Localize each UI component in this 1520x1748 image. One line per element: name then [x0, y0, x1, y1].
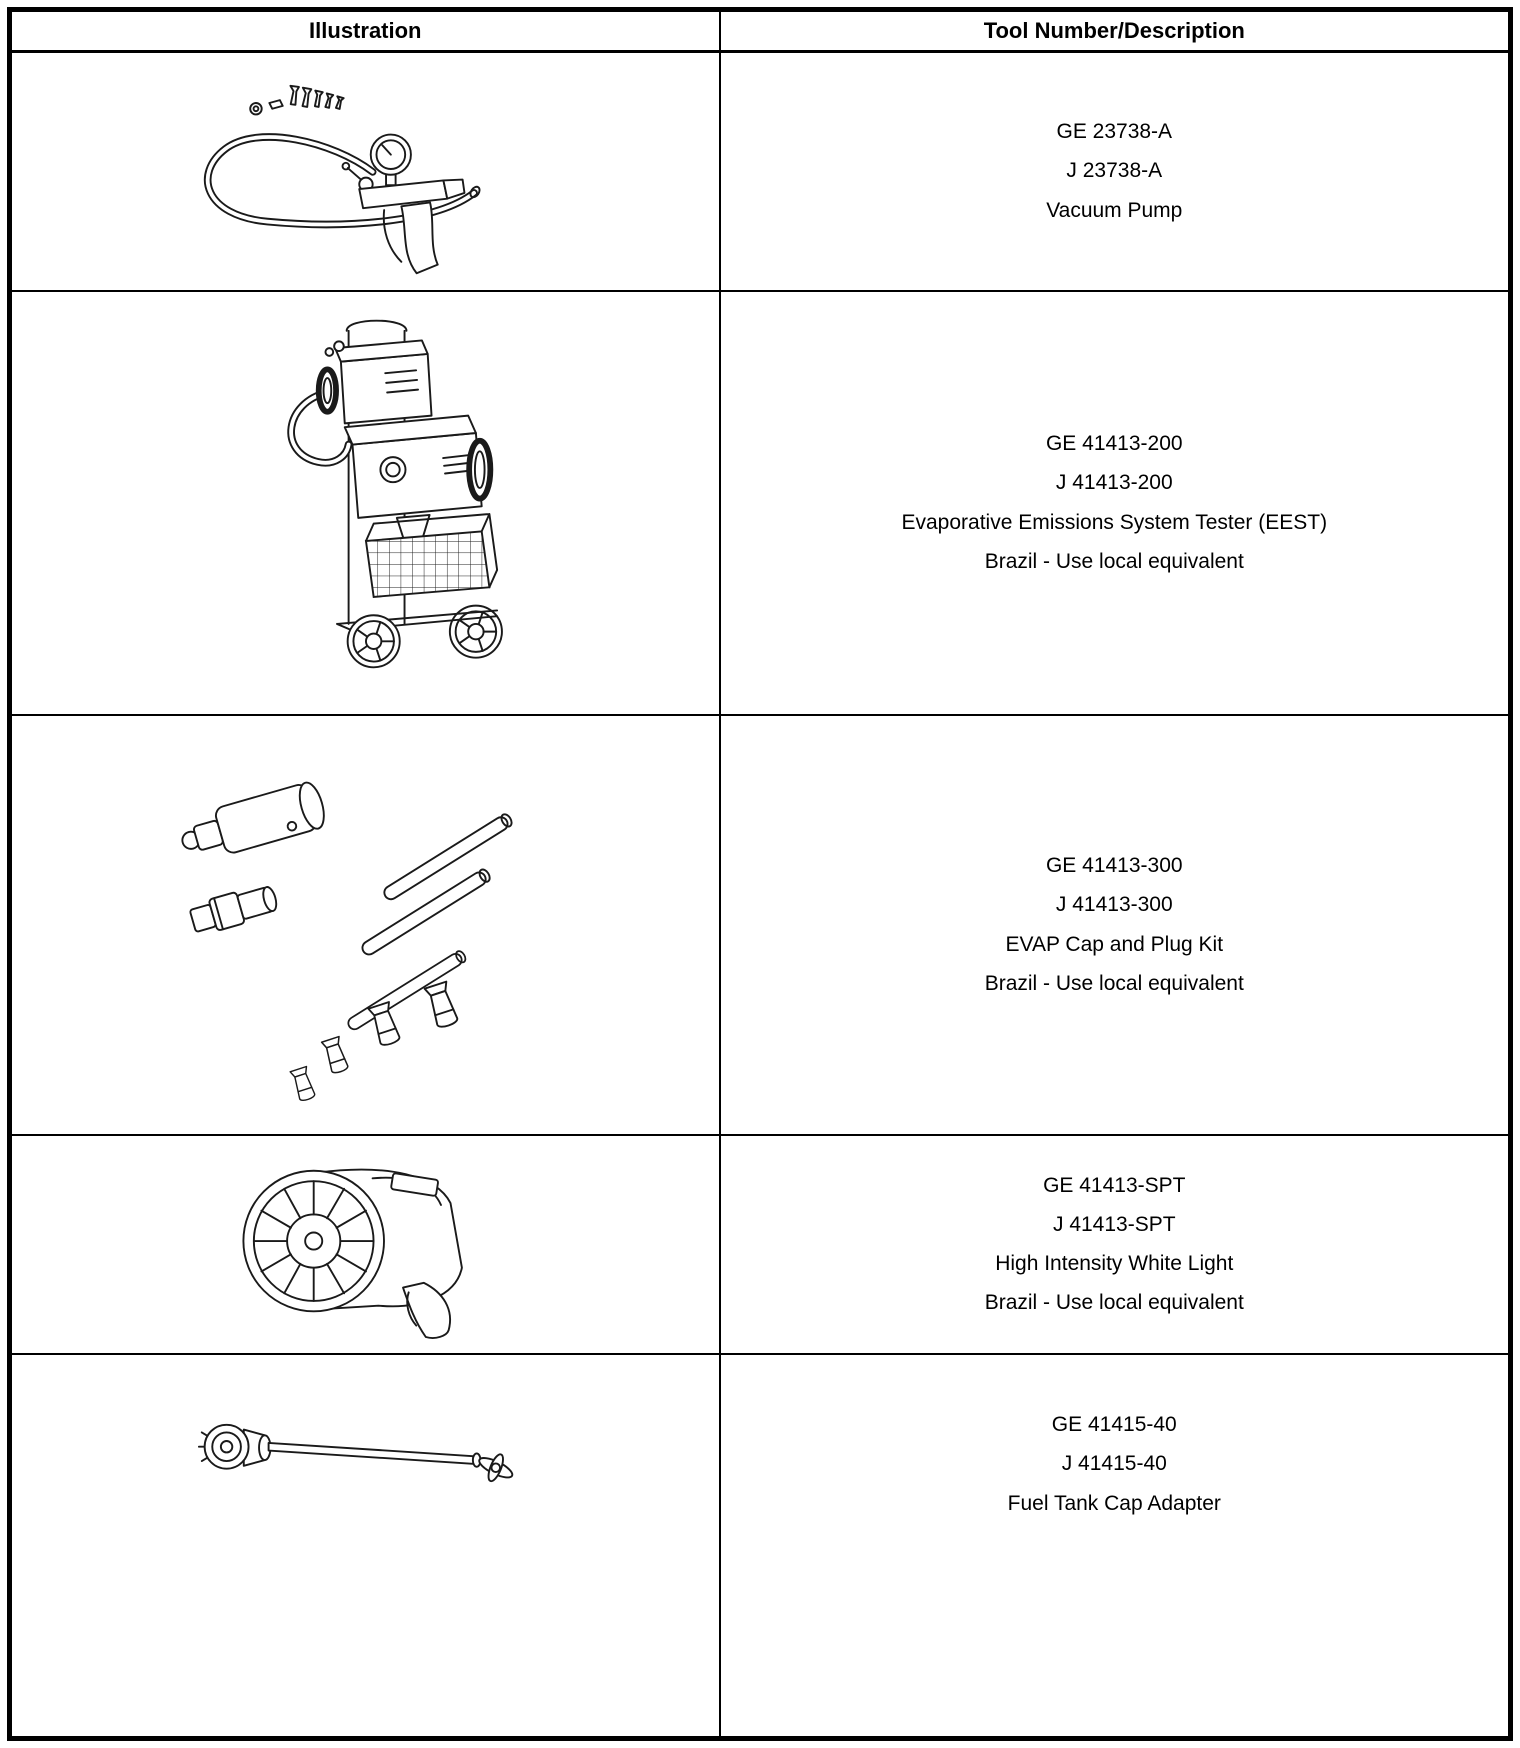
brazil-note: Brazil - Use local equivalent: [984, 1291, 1244, 1315]
tool-number-ge: GE 41413-SPT: [1043, 1173, 1186, 1197]
table-row: [11, 52, 1509, 292]
evap-cap-and-plug-kit-illustration: [145, 723, 585, 1123]
description-cell: [720, 52, 1509, 292]
description-cell: [720, 1135, 1509, 1354]
tool-number-ge: GE 41415-40: [1051, 1413, 1177, 1436]
table-row: [11, 291, 1509, 715]
tool-description: Fuel Tank Cap Adapter: [1007, 1491, 1221, 1515]
illustration-cell: [11, 715, 720, 1135]
evaporative-emissions-tester-illustration: [150, 298, 580, 703]
tool-number-ge: GE 23738-A: [1056, 120, 1173, 144]
tool-number-ge: GE 41413-300: [1045, 854, 1183, 877]
description-cell: [720, 291, 1509, 715]
brazil-note: Brazil - Use local equivalent: [984, 549, 1244, 573]
tool-number-j: J 41413-SPT: [1052, 1212, 1176, 1236]
tool-number-j: J 41413-300: [1055, 893, 1173, 917]
illustration-cell: [11, 291, 720, 715]
tool-number-j: J 41415-40: [1061, 1452, 1167, 1476]
table-row: [11, 715, 1509, 1135]
fuel-tank-cap-adapter-illustration: [150, 1399, 580, 1504]
brazil-note: Brazil - Use local equivalent: [984, 971, 1244, 995]
special-tools-table: [10, 10, 1510, 1738]
tool-description: High Intensity White Light: [995, 1252, 1234, 1275]
vacuum-pump-illustration: [145, 59, 585, 279]
column-header-illustration: Illustration: [11, 11, 720, 52]
table-row: [11, 1135, 1509, 1354]
illustration-cell: [11, 1135, 720, 1354]
tool-description: Vacuum Pump: [1046, 198, 1183, 222]
illustration-cell: [11, 52, 720, 292]
tool-description: Evaporative Emissions System Tester (EEST): [901, 510, 1328, 534]
description-cell: [720, 1354, 1509, 1737]
tool-description: EVAP Cap and Plug Kit: [1005, 932, 1224, 956]
tool-number-j: J 23738-A: [1066, 159, 1163, 183]
illustration-cell: [11, 1354, 720, 1737]
header-row: [11, 11, 1509, 52]
high-intensity-white-light-illustration: [175, 1142, 555, 1342]
description-cell: [720, 715, 1509, 1135]
column-header-tool-number-description: Tool Number/Description: [720, 11, 1509, 52]
table-row: [11, 1354, 1509, 1737]
tool-number-j: J 41413-200: [1055, 471, 1173, 495]
page-frame: [7, 7, 1513, 1741]
tool-number-ge: GE 41413-200: [1045, 432, 1183, 455]
